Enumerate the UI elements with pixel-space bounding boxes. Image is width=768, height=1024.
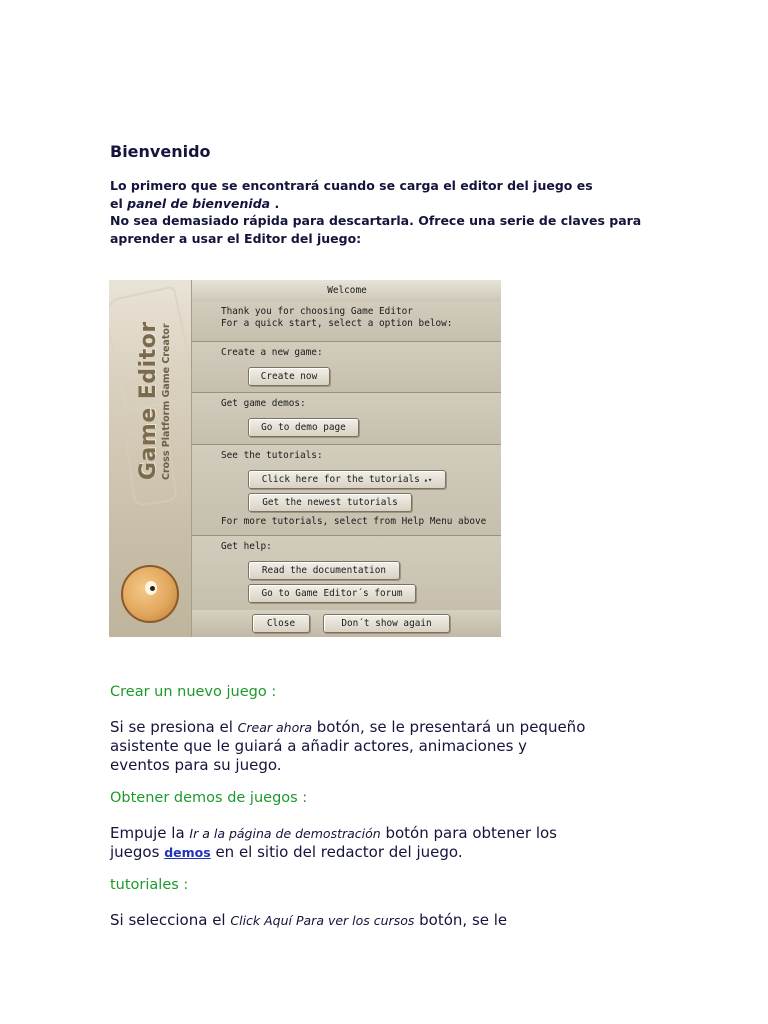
- intro-panel-name: panel de bienvenida: [127, 195, 271, 211]
- intro-line-4: aprender a usar el Editor del juego:: [110, 230, 362, 246]
- intro-line-1: Lo primero que se encontrará cuando se carga el editor del juego es: [110, 178, 593, 193]
- brand-strip: [109, 280, 191, 637]
- demos-text-before: Empuje la: [110, 824, 190, 842]
- tutorials-heading: tutoriales :: [110, 877, 189, 893]
- close-button[interactable]: Close: [252, 614, 310, 633]
- logo-pupil: [150, 586, 155, 591]
- page-title: Bienvenido: [110, 142, 211, 161]
- forum-button[interactable]: Go to Game Editor´s forum: [248, 584, 416, 603]
- create-line-1: [110, 718, 670, 737]
- demos-line-2-before: juegos: [110, 843, 165, 861]
- dialog-footer: [192, 610, 501, 637]
- create-now-button[interactable]: Create now: [248, 367, 330, 386]
- intro-line-2-prefix: el: [110, 195, 128, 211]
- demos-text-after: botón para obtener los: [380, 824, 557, 842]
- welcome-panel-image: [109, 280, 501, 637]
- tutorials-section: [192, 445, 501, 536]
- demos-label: Get game demos:: [221, 398, 306, 409]
- demos-link[interactable]: demos: [164, 845, 211, 860]
- dont-show-again-button[interactable]: Don´t show again: [323, 614, 450, 633]
- help-label: Get help:: [221, 541, 272, 552]
- tutorials-label: See the tutorials:: [221, 450, 323, 461]
- intro-line-2-suffix: .: [270, 195, 280, 211]
- thanks-line-2: For a quick start, select a option below:: [221, 318, 453, 329]
- brand-title: Game Editor: [136, 321, 161, 480]
- create-button-name: Crear ahora: [237, 720, 313, 735]
- tutorials-note: For more tutorials, select from Help Menu above: [221, 516, 487, 527]
- tutorials-line-1: [110, 911, 670, 930]
- create-section: [192, 342, 501, 393]
- read-documentation-button[interactable]: Read the documentation: [248, 561, 400, 580]
- demos-heading: Obtener demos de juegos :: [110, 790, 308, 806]
- welcome-dialog: [191, 280, 501, 637]
- demos-line-1: [110, 824, 670, 843]
- brand-text: [137, 321, 173, 480]
- intro-line-3: No sea demasiado rápida para descartarla. Ofrece una serie de claves para: [110, 213, 642, 228]
- tutorials-dropdown-label: Click here for the tutorials: [261, 474, 420, 485]
- create-heading: Crear un nuevo juego :: [110, 684, 277, 700]
- create-line-3: eventos para su juego.: [110, 756, 282, 774]
- intro-paragraph: [110, 177, 670, 247]
- create-label: Create a new game:: [221, 347, 323, 358]
- thanks-section: [192, 302, 501, 342]
- demos-button-name: Ir a la página de demostración: [189, 826, 381, 841]
- create-text-after: botón, se le presentará un pequeño: [312, 718, 586, 736]
- intro-line-2: [110, 195, 670, 213]
- demos-section: [192, 393, 501, 445]
- updown-arrows-icon: ▴▾: [423, 476, 433, 484]
- brand-subtitle: Cross Platform Game Creator: [161, 323, 172, 480]
- demo-page-button[interactable]: Go to demo page: [248, 418, 359, 437]
- demos-paragraph: [110, 824, 670, 862]
- dialog-title: Welcome: [192, 280, 501, 303]
- tutorials-text-after: botón, se le: [414, 911, 508, 929]
- create-paragraph: [110, 718, 670, 775]
- game-editor-logo-icon: [121, 565, 179, 623]
- newest-tutorials-button[interactable]: Get the newest tutorials: [248, 493, 412, 512]
- tutorials-select-name: Click Aquí Para ver los cursos: [230, 913, 415, 928]
- help-section: [192, 536, 501, 610]
- create-text-before: Si se presiona el: [110, 718, 238, 736]
- create-line-2: asistente que le guiará a añadir actores, animaciones y: [110, 737, 528, 755]
- thanks-line-1: Thank you for choosing Game Editor: [221, 306, 413, 317]
- tutorials-text-before: Si selecciona el: [110, 911, 231, 929]
- tutorials-paragraph: [110, 911, 670, 930]
- demos-line-2-after: en el sitio del redactor del juego.: [210, 843, 463, 861]
- demos-line-2: [110, 843, 670, 862]
- tutorials-dropdown[interactable]: [248, 470, 446, 489]
